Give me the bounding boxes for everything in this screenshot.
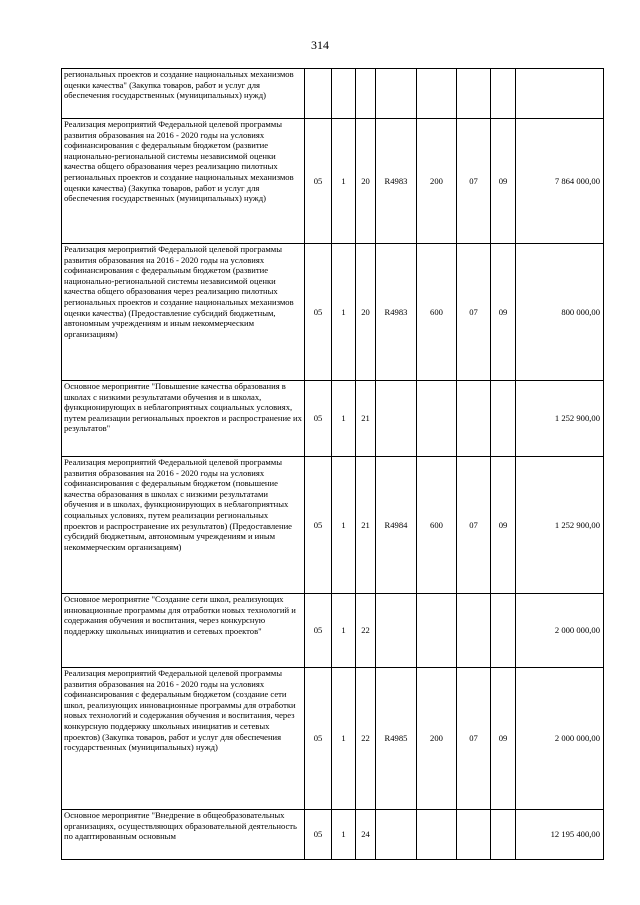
section-code: 07	[457, 244, 491, 381]
direction-code: R4983	[376, 119, 417, 244]
expense-type-code	[417, 69, 457, 119]
row-description: Основное мероприятие "Создание сети школ, реализующих инновационные программы для отработки новых технологий и содержания обучения и воспитания, через конкурсную поддержку школьных инициатив и сетевых проектов"	[62, 594, 305, 668]
table-row	[62, 381, 604, 457]
section-code: 07	[457, 668, 491, 810]
row-description: Основное мероприятие "Внедрение в общеобразовательных организациях, осуществляющих образовательной деятельность по адаптированным основным	[62, 810, 305, 860]
main-event-code: 21	[356, 381, 376, 457]
amount: 1 252 900,00	[516, 457, 604, 594]
expense-type-code: 600	[417, 457, 457, 594]
expense-type-code: 600	[417, 244, 457, 381]
subsection-code	[491, 594, 516, 668]
expense-type-code	[417, 381, 457, 457]
subprogram-code: 1	[332, 594, 356, 668]
section-code: 07	[457, 457, 491, 594]
table-row	[62, 457, 604, 594]
subprogram-code: 1	[332, 244, 356, 381]
budget-table	[61, 68, 604, 860]
direction-code: R4983	[376, 244, 417, 381]
row-description: Реализация мероприятий Федеральной целевой программы развития образования на 2016 - 2020 годы на условиях софинансирования с федеральным бюджетом (развитие национально-региональной системы независимой оценки качества общего образования через реализацию пилотных региональных проектов и создание национальных механизмов оценки качества) (Закупка товаров, работ и услуг для обеспечения государственных (муниципальных) нужд)	[62, 119, 305, 244]
direction-code	[376, 381, 417, 457]
subprogram-code	[332, 69, 356, 119]
subsection-code: 09	[491, 457, 516, 594]
main-event-code: 21	[356, 457, 376, 594]
subsection-code	[491, 69, 516, 119]
expense-type-code: 200	[417, 119, 457, 244]
main-event-code: 22	[356, 594, 376, 668]
subsection-code: 09	[491, 119, 516, 244]
subprogram-code: 1	[332, 668, 356, 810]
expense-type-code	[417, 810, 457, 860]
amount: 800 000,00	[516, 244, 604, 381]
program-code: 05	[305, 119, 332, 244]
main-event-code: 22	[356, 668, 376, 810]
row-description: Реализация мероприятий Федеральной целевой программы развития образования на 2016 - 2020 годы на условиях софинансирования с федеральным бюджетом (развитие национально-региональной системы независимой оценки качества общего образования через реализацию пилотных региональных проектов и создание национальных механизмов оценки качества) (Предоставление субсидий бюджетным, автономным учреждениям и иным некоммерческим организациям)	[62, 244, 305, 381]
row-description: Основное мероприятие "Повышение качества образования в школах с низкими результатами обучения и в школах, функционирующих в неблагоприятных социальных условиях, путем реализации региональных проектов и распространение их результатов"	[62, 381, 305, 457]
amount	[516, 69, 604, 119]
main-event-code: 24	[356, 810, 376, 860]
program-code: 05	[305, 810, 332, 860]
program-code: 05	[305, 594, 332, 668]
program-code: 05	[305, 457, 332, 594]
amount: 1 252 900,00	[516, 381, 604, 457]
subprogram-code: 1	[332, 119, 356, 244]
subsection-code: 09	[491, 244, 516, 381]
subsection-code: 09	[491, 668, 516, 810]
main-event-code	[356, 69, 376, 119]
program-code	[305, 69, 332, 119]
expense-type-code	[417, 594, 457, 668]
table-row	[62, 810, 604, 860]
direction-code	[376, 594, 417, 668]
subprogram-code: 1	[332, 810, 356, 860]
section-code	[457, 810, 491, 860]
amount: 2 000 000,00	[516, 594, 604, 668]
main-event-code: 20	[356, 244, 376, 381]
direction-code	[376, 69, 417, 119]
row-description: Реализация мероприятий Федеральной целевой программы развития образования на 2016 - 2020 годы на условиях софинансирования с федеральным бюджетом (создание сети школ, реализующих инновационные программы для отработки новых технологий и содержания обучения и воспитания, через конкурсную поддержку школьных инициатив и сетевых проектов) (Закупка товаров, работ и услуг для обеспечения государственных (муниципальных) нужд)	[62, 668, 305, 810]
table-row	[62, 119, 604, 244]
program-code: 05	[305, 244, 332, 381]
page-number: 314	[311, 38, 329, 52]
amount: 7 864 000,00	[516, 119, 604, 244]
table-row	[62, 69, 604, 119]
direction-code: R4984	[376, 457, 417, 594]
section-code: 07	[457, 119, 491, 244]
amount: 12 195 400,00	[516, 810, 604, 860]
program-code: 05	[305, 668, 332, 810]
subsection-code	[491, 810, 516, 860]
direction-code	[376, 810, 417, 860]
subsection-code	[491, 381, 516, 457]
program-code: 05	[305, 381, 332, 457]
main-event-code: 20	[356, 119, 376, 244]
subprogram-code: 1	[332, 381, 356, 457]
table-row	[62, 594, 604, 668]
section-code	[457, 69, 491, 119]
section-code	[457, 381, 491, 457]
row-description: Реализация мероприятий Федеральной целевой программы развития образования на 2016 - 2020 годы на условиях софинансирования с федеральным бюджетом (повышение качества образования в школах с низкими результатами обучения и в школах, функционирующих в неблагоприятных социальных условиях, путем реализации региональных проектов и распространение их результатов) (Предоставление субсидий бюджетным, автономным учреждениям и иным некоммерческим организациям)	[62, 457, 305, 594]
table-row	[62, 244, 604, 381]
amount: 2 000 000,00	[516, 668, 604, 810]
subprogram-code: 1	[332, 457, 356, 594]
direction-code: R4985	[376, 668, 417, 810]
row-description: региональных проектов и создание национальных механизмов оценки качества" (Закупка товаров, работ и услуг для обеспечения государственных (муниципальных) нужд)	[62, 69, 305, 119]
expense-type-code: 200	[417, 668, 457, 810]
section-code	[457, 594, 491, 668]
table-row	[62, 668, 604, 810]
